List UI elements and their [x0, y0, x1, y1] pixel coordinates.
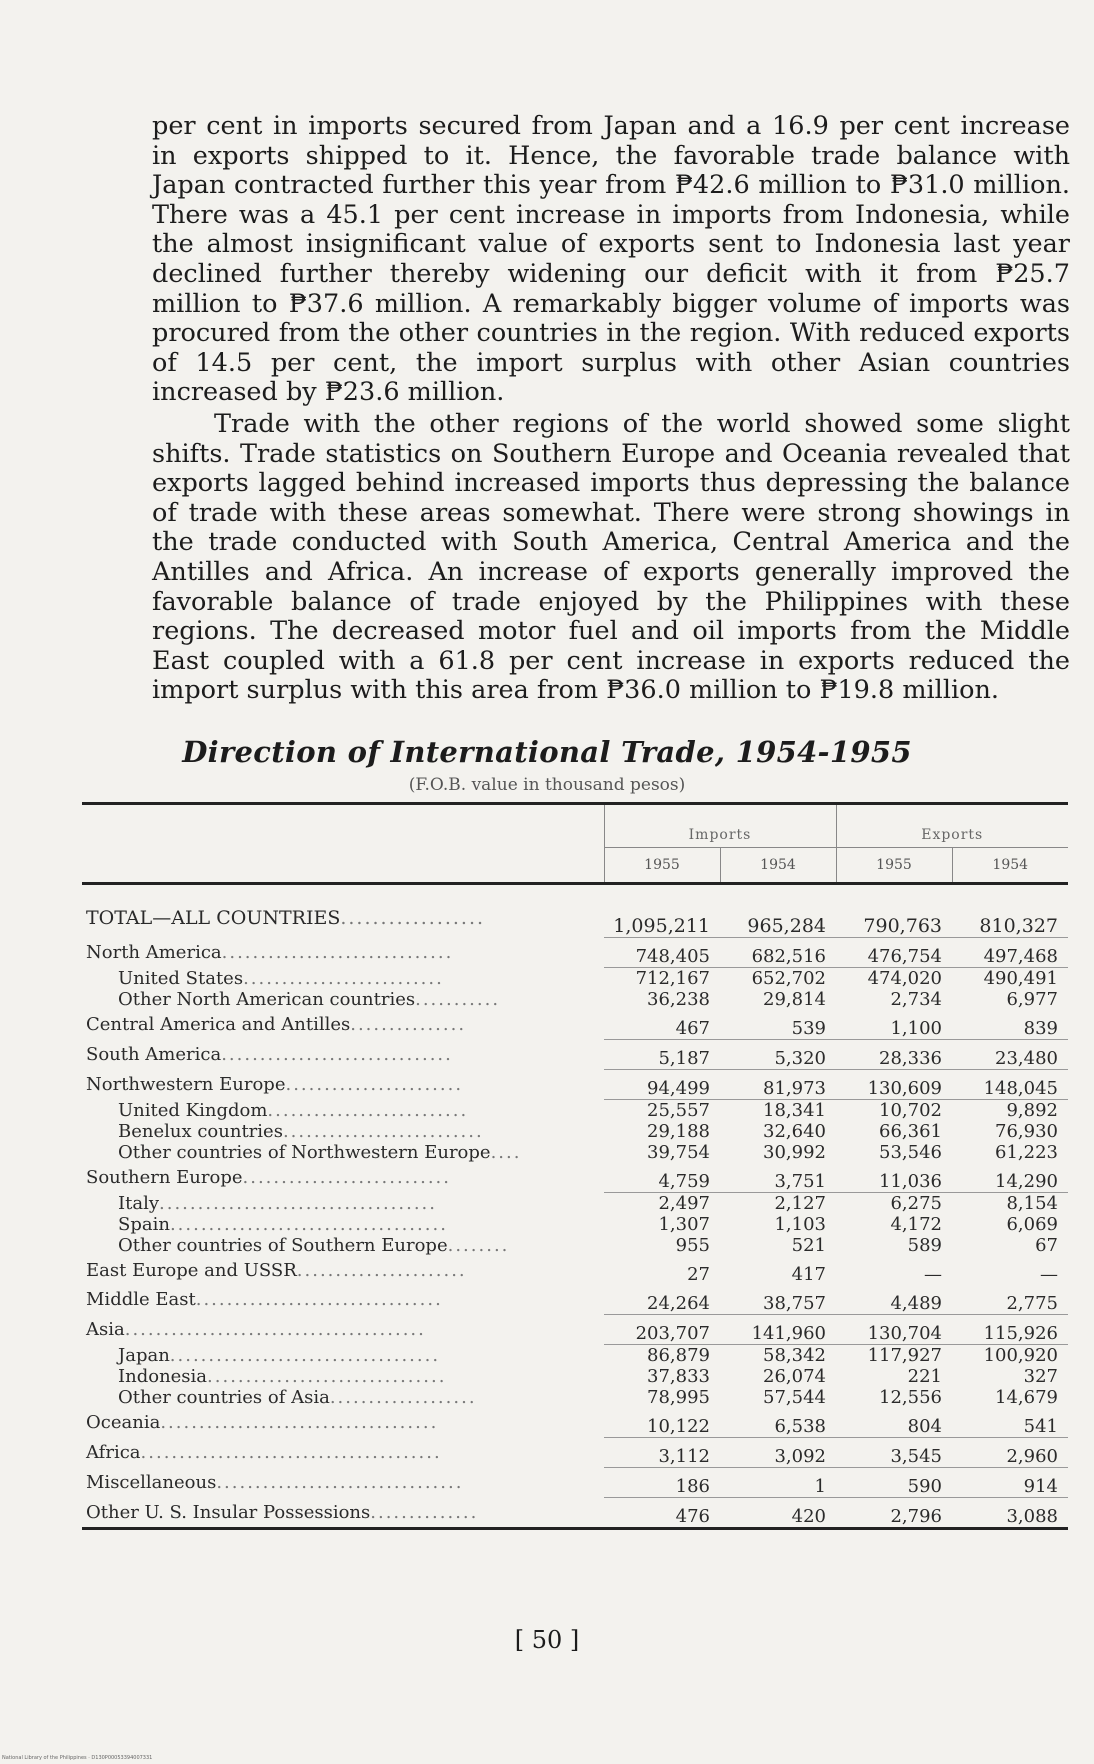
- table-row: Other U. S. Insular Possessions.............. 476 420 2,796 3,088: [82, 1498, 1068, 1529]
- cell: 839: [952, 1010, 1068, 1040]
- year-header: 1954: [952, 848, 1068, 884]
- table-row: Benelux countries.......................... 29,188 32,640 66,361 76,930: [82, 1121, 1068, 1142]
- cell: 14,679: [995, 1387, 1058, 1408]
- cell: 3,112: [604, 1438, 720, 1468]
- cell: 541: [952, 1408, 1068, 1438]
- cell: 130,704: [836, 1315, 952, 1345]
- cell: 539: [720, 1010, 836, 1040]
- table-row: Indonesia............................... 37,833 26,074 221 327: [82, 1366, 1068, 1387]
- row-label: East Europe and USSR: [86, 1260, 297, 1281]
- row-label: Miscellaneous: [86, 1472, 217, 1493]
- row-label: Other North American countries: [118, 989, 416, 1010]
- row-label: TOTAL—ALL COUNTRIES: [86, 907, 341, 930]
- table-subtitle: (F.O.B. value in thousand pesos): [408, 775, 686, 795]
- cell: 790,763: [836, 899, 952, 938]
- cell: 810,327: [952, 899, 1068, 938]
- cell: 914: [952, 1468, 1068, 1498]
- cell: 27: [687, 1264, 710, 1285]
- cell: 589: [907, 1235, 942, 1256]
- cell: 14,290: [952, 1163, 1068, 1193]
- cell: 67: [1035, 1235, 1058, 1256]
- cell: 25,557: [647, 1100, 710, 1121]
- trade-table: [82, 802, 1068, 1530]
- cell: 2,734: [890, 989, 942, 1010]
- cell: 2,775: [952, 1285, 1068, 1315]
- table-row-total: TOTAL—ALL COUNTRIES.................. 1,095,211 965,284 790,763 810,327: [82, 899, 1068, 938]
- cell: 490,491: [983, 968, 1058, 989]
- table-header-years: [82, 848, 1068, 884]
- row-label: North America: [86, 942, 222, 963]
- page-number: [ 50 ]: [514, 1626, 580, 1654]
- cell: 590: [836, 1468, 952, 1498]
- cell: 420: [720, 1498, 836, 1529]
- cell: 141,960: [720, 1315, 836, 1345]
- row-label: Other U. S. Insular Possessions: [86, 1501, 371, 1523]
- table-row: Northwestern Europe....................... 94,499 81,973 130,609 148,045: [82, 1070, 1068, 1100]
- cell: 1,095,211: [604, 899, 720, 938]
- cell: 76,930: [995, 1121, 1058, 1142]
- cell: 5,320: [720, 1040, 836, 1070]
- cell: 66,361: [879, 1121, 942, 1142]
- cell: 78,995: [647, 1387, 710, 1408]
- table-row: Asia....................................... 203,707 141,960 130,704 115,926: [82, 1315, 1068, 1345]
- table-row: Italy.................................... 2,497 2,127 6,275 8,154: [82, 1193, 1068, 1215]
- cell: 130,609: [836, 1070, 952, 1100]
- cell: 26,074: [763, 1366, 826, 1387]
- cell: 652,702: [751, 968, 826, 989]
- cell: 1,307: [658, 1214, 710, 1235]
- table-row: Southern Europe........................... 4,759 3,751 11,036 14,290: [82, 1163, 1068, 1193]
- row-label: United Kingdom: [118, 1099, 268, 1121]
- cell: 2,497: [658, 1193, 710, 1214]
- cell: 2,127: [774, 1193, 826, 1214]
- cell: 1,103: [774, 1214, 826, 1235]
- row-label: Indonesia: [118, 1366, 208, 1387]
- table-row: Other countries of Asia................... 78,995 57,544 12,556 14,679: [82, 1387, 1068, 1408]
- table-row: Spain.................................... 1,307 1,103 4,172 6,069: [82, 1214, 1068, 1235]
- cell: 6,538: [720, 1408, 836, 1438]
- row-label: Benelux countries: [118, 1121, 283, 1142]
- cell: 804: [836, 1408, 952, 1438]
- cell: 57,544: [763, 1387, 826, 1408]
- cell: 24,264: [604, 1285, 720, 1315]
- cell: 476: [604, 1498, 720, 1529]
- cell: 4,759: [604, 1163, 720, 1193]
- cell: 117,927: [867, 1345, 942, 1366]
- cell: 712,167: [635, 968, 710, 989]
- cell: 417: [791, 1264, 826, 1285]
- cell: 94,499: [604, 1070, 720, 1100]
- table-row: Central America and Antilles............... 467 539 1,100 839: [82, 1010, 1068, 1040]
- table-row: United States.......................... 712,167 652,702 474,020 490,491: [82, 968, 1068, 990]
- row-label: Africa: [86, 1442, 141, 1463]
- cell: 100,920: [983, 1345, 1058, 1366]
- cell: 38,757: [720, 1285, 836, 1315]
- cell: 6,069: [1006, 1214, 1058, 1235]
- cell: 81,973: [720, 1070, 836, 1100]
- cell: —: [924, 1264, 942, 1285]
- cell: 86,879: [647, 1345, 710, 1366]
- cell: 4,172: [890, 1214, 942, 1235]
- cell: 39,754: [647, 1142, 710, 1163]
- year-header: 1954: [720, 848, 836, 884]
- cell: 521: [791, 1235, 826, 1256]
- exports-header: Exports: [836, 804, 1068, 848]
- row-label: Other countries of Northwestern Europe: [118, 1142, 491, 1163]
- row-label: Northwestern Europe: [86, 1074, 286, 1095]
- cell: 2,796: [836, 1498, 952, 1529]
- cell: 1,100: [836, 1010, 952, 1040]
- cell: 474,020: [867, 968, 942, 989]
- row-label: Central America and Antilles: [86, 1014, 351, 1036]
- row-label: Italy: [118, 1192, 160, 1214]
- cell: 4,489: [836, 1285, 952, 1315]
- row-label: Oceania: [86, 1412, 161, 1434]
- row-label: Asia: [86, 1319, 125, 1340]
- cell: 327: [1023, 1366, 1058, 1387]
- cell: 37,833: [647, 1366, 710, 1387]
- cell: 9,892: [1006, 1100, 1058, 1121]
- row-label: United States: [118, 967, 244, 989]
- body-paragraph: per cent in imports secured from Japan and a 16.9 per cent increase in exports shipped to it. Hence, the favorable trade balance with Japan contracted further this year from ₱42.6 million to ₱31.0 million. There was a 45.1 per cent increase in imports from Indonesia, while the almost insignificant value of exports sent to Indonesia last year declined further thereby widening our deficit with it from ₱25.7 million to ₱37.6 million. A remarkably bigger volume of imports was procured from the other countries in the region. With reduced exports of 14.5 per cent, the import surplus with other Asian countries increased by ₱23.6 million.: [152, 111, 1070, 408]
- cell: 8,154: [1006, 1193, 1058, 1214]
- cell: 11,036: [836, 1163, 952, 1193]
- cell: 23,480: [952, 1040, 1068, 1070]
- table-row: United Kingdom.......................... 25,557 18,341 10,702 9,892: [82, 1100, 1068, 1122]
- cell: 748,405: [604, 938, 720, 968]
- cell: 29,188: [647, 1121, 710, 1142]
- table-row: Other North American countries........... 36,238 29,814 2,734 6,977: [82, 989, 1068, 1010]
- cell: 58,342: [763, 1345, 826, 1366]
- row-label: Other countries of Southern Europe: [118, 1235, 448, 1256]
- cell: 29,814: [763, 989, 826, 1010]
- body-paragraph: Trade with the other regions of the world showed some slight shifts. Trade statistics on Southern Europe and Oceania revealed that exports lagged behind increased imports thus depressing the balance of trade with these areas somewhat. There were strong showings in the trade conducted with South America, Central America and the Antilles and Africa. An increase of exports generally improved the favorable balance of trade enjoyed by the Philippines with these regions. The decreased motor fuel and oil imports from the Middle East coupled with a 61.8 per cent increase in exports reduced the import surplus with this area from ₱36.0 million to ₱19.8 million.: [152, 409, 1070, 706]
- cell: 2,960: [952, 1438, 1068, 1468]
- cell: 115,926: [952, 1315, 1068, 1345]
- cell: 10,122: [604, 1408, 720, 1438]
- table-header-groups: [82, 804, 1068, 848]
- cell: 148,045: [952, 1070, 1068, 1100]
- table-row: Africa....................................... 3,112 3,092 3,545 2,960: [82, 1438, 1068, 1468]
- cell: 497,468: [952, 938, 1068, 968]
- imports-header: Imports: [604, 804, 836, 848]
- cell: —: [1040, 1264, 1058, 1285]
- table-row: Japan................................... 86,879 58,342 117,927 100,920: [82, 1345, 1068, 1367]
- table-row: South America.............................. 5,187 5,320 28,336 23,480: [82, 1040, 1068, 1070]
- cell: 6,275: [890, 1193, 942, 1214]
- cell: 476,754: [836, 938, 952, 968]
- cell: 965,284: [720, 899, 836, 938]
- table-title: Direction of International Trade, 1954-1955: [182, 735, 912, 769]
- cell: 61,223: [995, 1142, 1058, 1163]
- cell: 682,516: [720, 938, 836, 968]
- table-row: Oceania.................................... 10,122 6,538 804 541: [82, 1408, 1068, 1438]
- cell: 53,546: [879, 1142, 942, 1163]
- row-label: Southern Europe: [86, 1167, 243, 1189]
- table-row: Miscellaneous................................ 186 1 590 914: [82, 1468, 1068, 1498]
- table-row: East Europe and USSR...................... 27 417 — —: [82, 1256, 1068, 1285]
- row-label: Other countries of Asia: [118, 1387, 330, 1408]
- cell: 12,556: [879, 1387, 942, 1408]
- cell: 10,702: [879, 1100, 942, 1121]
- row-label: Middle East: [86, 1289, 196, 1311]
- table-row: Other countries of Southern Europe........ 955 521 589 67: [82, 1235, 1068, 1256]
- library-stamp: National Library of the Philippines · D130P00053394007331: [2, 1755, 153, 1761]
- cell: 18,341: [763, 1100, 826, 1121]
- cell: 221: [907, 1366, 942, 1387]
- row-label: Japan: [118, 1344, 170, 1366]
- cell: 36,238: [647, 989, 710, 1010]
- cell: 6,977: [1006, 989, 1058, 1010]
- cell: 3,092: [720, 1438, 836, 1468]
- cell: 28,336: [836, 1040, 952, 1070]
- cell: 3,751: [720, 1163, 836, 1193]
- table-row: Other countries of Northwestern Europe.... 39,754 30,992 53,546 61,223: [82, 1142, 1068, 1163]
- table-row: Middle East................................ 24,264 38,757 4,489 2,775: [82, 1285, 1068, 1315]
- cell: 30,992: [763, 1142, 826, 1163]
- year-header: 1955: [836, 848, 952, 884]
- cell: 3,088: [952, 1498, 1068, 1529]
- cell: 3,545: [836, 1438, 952, 1468]
- cell: 32,640: [763, 1121, 826, 1142]
- row-label: Spain: [118, 1214, 170, 1235]
- cell: 955: [675, 1235, 710, 1256]
- cell: 203,707: [604, 1315, 720, 1345]
- row-label: South America: [86, 1044, 222, 1065]
- cell: 1: [720, 1468, 836, 1498]
- year-header: 1955: [604, 848, 720, 884]
- table-row: North America.............................. 748,405 682,516 476,754 497,468: [82, 938, 1068, 968]
- cell: 467: [604, 1010, 720, 1040]
- cell: 5,187: [604, 1040, 720, 1070]
- cell: 186: [604, 1468, 720, 1498]
